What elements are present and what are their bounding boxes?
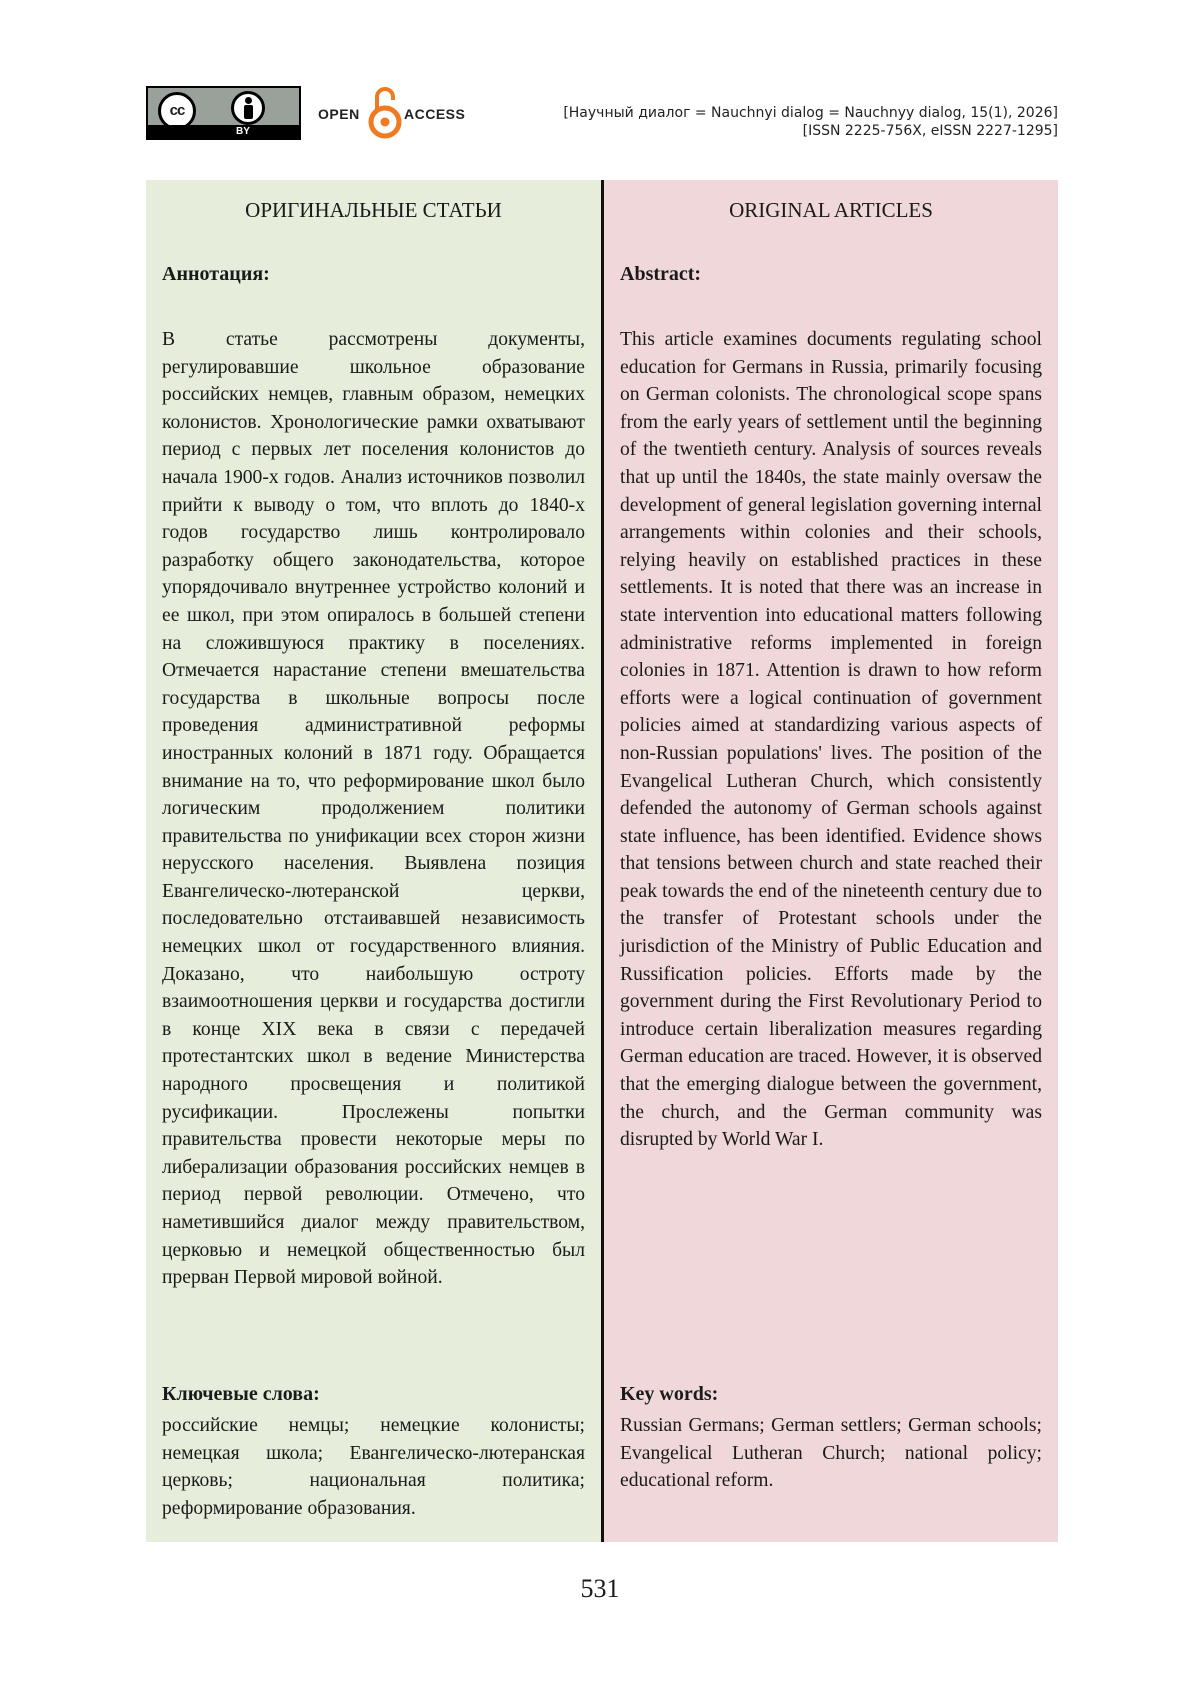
access-label: ACCESS: [404, 106, 466, 122]
journal-title-line: [Научный диалог = Nauchnyi dialog = Nauchnyy dialog, 15(1), 2026]: [563, 105, 1058, 121]
abstract-text-ru: В статье рассмотрены документы, регулировавшие школьное образование российских немцев, главным образом, немецких колонистов. Хронологические рамки охватывают период с первых лет поселения колонистов до начала 1900-х годов. Анализ источников позволил прийти к выводу о том, что вплоть до 1840-х годов государство лишь контролировало разработку общего законодательства, которое упорядочивало внутреннее устройство колоний и ее школ, при этом опиралось в большей степени на сложившуюся практику в поселениях. Отмечается нарастание степени вмешательства государства в школьные вопросы после проведения административной реформы иностранных колоний в 1871 году. Обращается внимание на то, что реформирование школ было логическим продолжением политики правительства по унификации всех сторон жизни нерусского населения. Выявлена позиция Евангелическо-лютеранской церкви, последовательно отстаивавшей независимость немецких школ от государственного влияния. Доказано, что наибольшую остроту взаимоотношения церкви и государства достигли в конце XIX века в связи с передачей протестантских школ в ведение Министерства народного просвещения и политикой русификации. Прослежены попытки правительства провести некоторые меры по либерализации образования российских немцев в период первой революции. Отмечено, что наметившийся диалог между правительством, церковью и немецкой общественностью был прерван Первой мировой войной.: [162, 329, 585, 1289]
bilingual-abstract-table: [146, 180, 1058, 1542]
abstract-label-ru: Аннотация:: [162, 263, 270, 285]
open-access-logo[interactable]: [318, 84, 468, 140]
english-column: [604, 180, 1058, 1542]
open-label: OPEN: [318, 106, 360, 122]
by-label: BY: [236, 126, 250, 137]
journal-citation: [563, 104, 1058, 140]
page-header: [146, 84, 1058, 144]
issn-line: [ISSN 2225-756X, eISSN 2227-1295]: [802, 123, 1058, 139]
russian-column: [146, 180, 601, 1542]
keywords-label-en: Key words:: [620, 1383, 719, 1405]
keywords-text-en: Russian Germans; German settlers; German schools; Evangelical Lutheran Church; national policy; educational reform.: [620, 1415, 1042, 1492]
cc-logo-icon: cc: [158, 92, 196, 130]
abstract-text-en: This article examines documents regulating school education for Germans in Russia, primarily focusing on German colonists. The chronological scope spans from the early years of settlement until the beginning of the twentieth century. Analysis of sources reveals that up until the 1840s, the state mainly oversaw the development of general legislation governing internal arrangements within colonies and their schools, relying heavily on established practices in these settlements. It is noted that there was an increase in state intervention into educational matters following administrative reforms implemented in foreign colonies in 1871. Attention is drawn to how reform efforts were a logical continuation of government policies aimed at standardizing various aspects of non-Russian populations' lives. The position of the Evangelical Lutheran Church, which consistently defended the autonomy of German schools against state influence, has been identified. Evidence shows that tensions between church and state reached their peak towards the end of the nineteenth century due to the transfer of Protestant schools under the jurisdiction of the Ministry of Public Education and Russification policies. Efforts made by the government during the First Revolutionary Period to introduce certain liberalization measures regarding German education are traced. However, it is observed that the emerging dialogue between the government, the church, and the German community was disrupted by World War I.: [620, 329, 1042, 1151]
cc-by-license-icon[interactable]: [146, 86, 301, 140]
abstract-label-en: Abstract:: [620, 263, 702, 285]
attribution-person-icon: [231, 91, 265, 125]
keywords-text-ru: российские немцы; немецкие колонисты; немецкая школа; Евангелическо-лютеранская церковь; национальная политика; реформирование образования.: [162, 1415, 585, 1519]
section-title-ru: ОРИГИНАЛЬНЫЕ СТАТЬИ: [245, 198, 502, 222]
section-title-en: ORIGINAL ARTICLES: [729, 198, 933, 222]
open-lock-icon: [368, 84, 402, 140]
page-number: 531: [580, 1574, 620, 1603]
keywords-label-ru: Ключевые слова:: [162, 1383, 320, 1405]
